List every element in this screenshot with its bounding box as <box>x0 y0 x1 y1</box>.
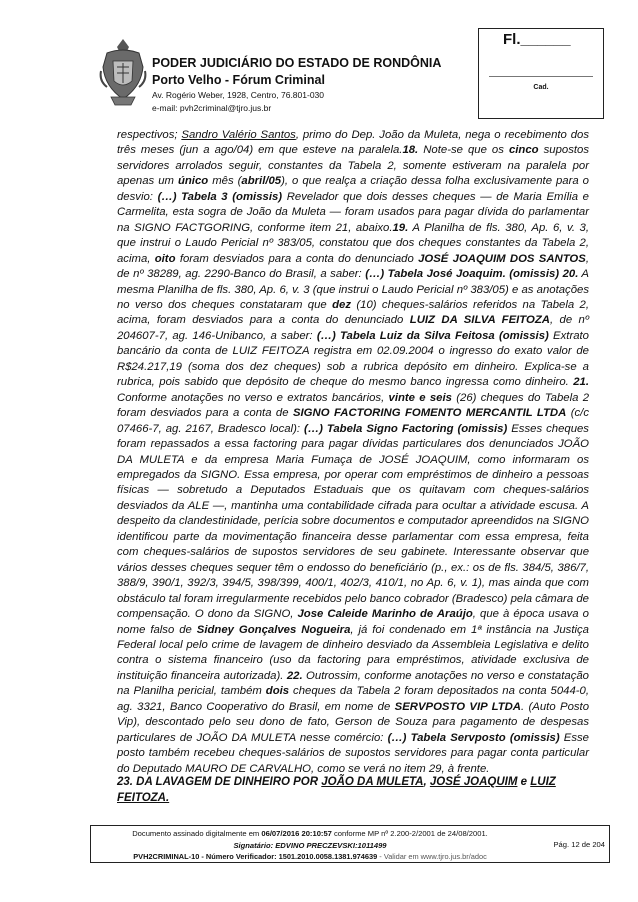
coat-of-arms-icon <box>99 37 147 109</box>
court-address: Av. Rogério Weber, 1928, Centro, 76.801-030 <box>152 90 325 100</box>
page-number: Pág. 12 de 204 <box>553 840 605 849</box>
folio-label: Fl.______ <box>503 31 571 48</box>
folio-box <box>478 28 604 119</box>
section-heading: 23. DA LAVAGEM DE DINHEIRO POR JOÃO DA MULETA, JOSÉ JOAQUIM e LUIZ FEITOZA. <box>117 776 556 804</box>
body-paragraph: respectivos; Sandro Valério Santos, primo do Dep. João da Muleta, nega o recebimento dos três meses (jun a ago/04) em que esteve na paralela.18. Note-se que os cinco supostos servidores arrolados seguir, constantes da Tabela 2, somente estiveram na paralela por apenas um único mês (abril/05), o que realça a criação dessa folha exclusivamente para o desvio: (…) Tabela 3 (omissis) Revelador que dois desses cheques — de Maria Emília e Carmelita, esta sogra de João da Muleta — foram usados para pagar dívida do parlamentar na SIGNO FACTGORING, conforme item 21, abaixo.19. A Planilha de fls. 380, Ap. 6, v. 3, que instrui o Laudo Pericial nº 383/05, constatou que dos cheques constantes da Tabela 2, acima, oito foram desviados para a conta do denunciado JOSÉ JOAQUIM DOS SANTOS, de nº 38289, ag. 2290-Banco do Brasil, a saber: (…) Tabela José Joaquim. (omissis) 20. A mesma Planilha de fls. 380, Ap. 6, v. 3 (que instrui o Laudo Pericial nº 383/05) e as anotações no verso dos cheques constataram que dez (10) cheques-salários referidos na Tabela 2, acima, foram desviados para a conta do denunciado LUIZ DA SILVA FEITOZA, de nº 204607-7, ag. 146-Unibanco, a saber: (…) Tabela Luiz da Silva Feitosa (omissis) Extrato bancário da conta de LUIZ FEITOZA registra em 02.09.2004 o ingresso do exato valor de R$24.217,19 (soma dos dez cheques) sob a rubrica depósito em dinheiro. Explica-se a rubrica, pois sabido que depósito de cheque do mesmo banco ingressa como dinheiro. 21. Conforme anotações no verso e extratos bancários, vinte e seis (26) cheques do Tabela 2 foram desviados para a conta de SIGNO FACTORING FOMENTO MERCANTIL LTDA (c/c 07466-7, ag. 2167, Bradesco local): (…) Tabela Signo Factoring (omissis) Esses cheques foram repassados a essa factoring para pagar dívidas particulares dos denunciados JOÃO DA MULETA e da empresa Maria Fumaça de JOSÉ JOAQUIM, como informaram os empregados da SIGNO. Essa empresa, por operar com empréstimos de dinheiro a pessoas físicas — sobretudo a Deputados Estaduais que os quitavam com cheques-salários desviados da ALE —, mantinha uma contabilidade cifrada para ocultar a atividade escusa. A despeito da clandestinidade, perícia sobre documentos e computador apreendidos na SIGNO identificou parte da movimentação financeira desse parlamentar com essa empresa, feita com cheques-salários de supostos servidores de seu gabinete. Interessante observar que vários desses cheques sequer têm o endosso do beneficiário (p., ex.: os de fls. 384/5, 386/7, 388/9, 390/1, 392/3, 394/5, 398/399, 400/1, 402/3, 410/1, no Ap. 6, v. 1), mas ainda que com obstáculo tal foram irregularmente recebidos pelo banco cobrador (Bradesco) pela câmara de compensação. O dono da SIGNO, Jose Caleide Marinho de Araújo, que à época usava o nome falso de Sidney Gonçalves Nogueira, já foi condenado em 1ª instância na Justiça Federal local pelo crime de lavagem de dinheiro desviado da Assembleia Legislativa e delito contra o sistema financeiro (uso da factoring para empréstimos, atividade exclusiva de instituição financeira autorizada). 22. Outrossim, conforme anotações no verso e constatação na Planilha pericial, também dois cheques da Tabela 2 foram depositados na conta 5044-0, ag. 3321, Banco Cooperativo do Brasil, em nome de SERVPOSTO VIP LTDA. (Auto Posto Vip), descontado pelo seu dono de fato, Gerson de Souza para pagamento de despesas particulares de JOÃO DA MULETA nesse comércio: (…) Tabela Servposto (omissis) Esse posto também recebeu cheques-salários de supostos servidores para pagar conta particular do Deputado MAURO DE CARVALHO, como se verá no item 29, à frente. <box>117 129 590 775</box>
document-body <box>117 128 589 777</box>
court-location: Porto Velho - Fórum Criminal <box>152 73 325 87</box>
folio-cad-label: Cad. <box>533 84 549 91</box>
verification-line: PVH2CRIMINAL-10 - Número Verificador: 1501.2010.0058.1381.974639 - Validar em www.tjro.jus.br/adoc <box>133 852 487 861</box>
signature-footer <box>90 825 610 863</box>
signature-date-line: Documento assinado digitalmente em 06/07/2016 20:10:57 conforme MP nº 2.200-2/2001 de 24/08/2001. <box>132 829 488 838</box>
court-email: e-mail: pvh2criminal@tjro.jus.br <box>152 103 272 113</box>
signatory-line: Signatário: EDVINO PRECZEVSKI:1011499 <box>233 841 387 850</box>
court-name: PODER JUDICIÁRIO DO ESTADO DE RONDÔNIA <box>152 56 442 70</box>
folio-signature-line <box>489 76 593 77</box>
